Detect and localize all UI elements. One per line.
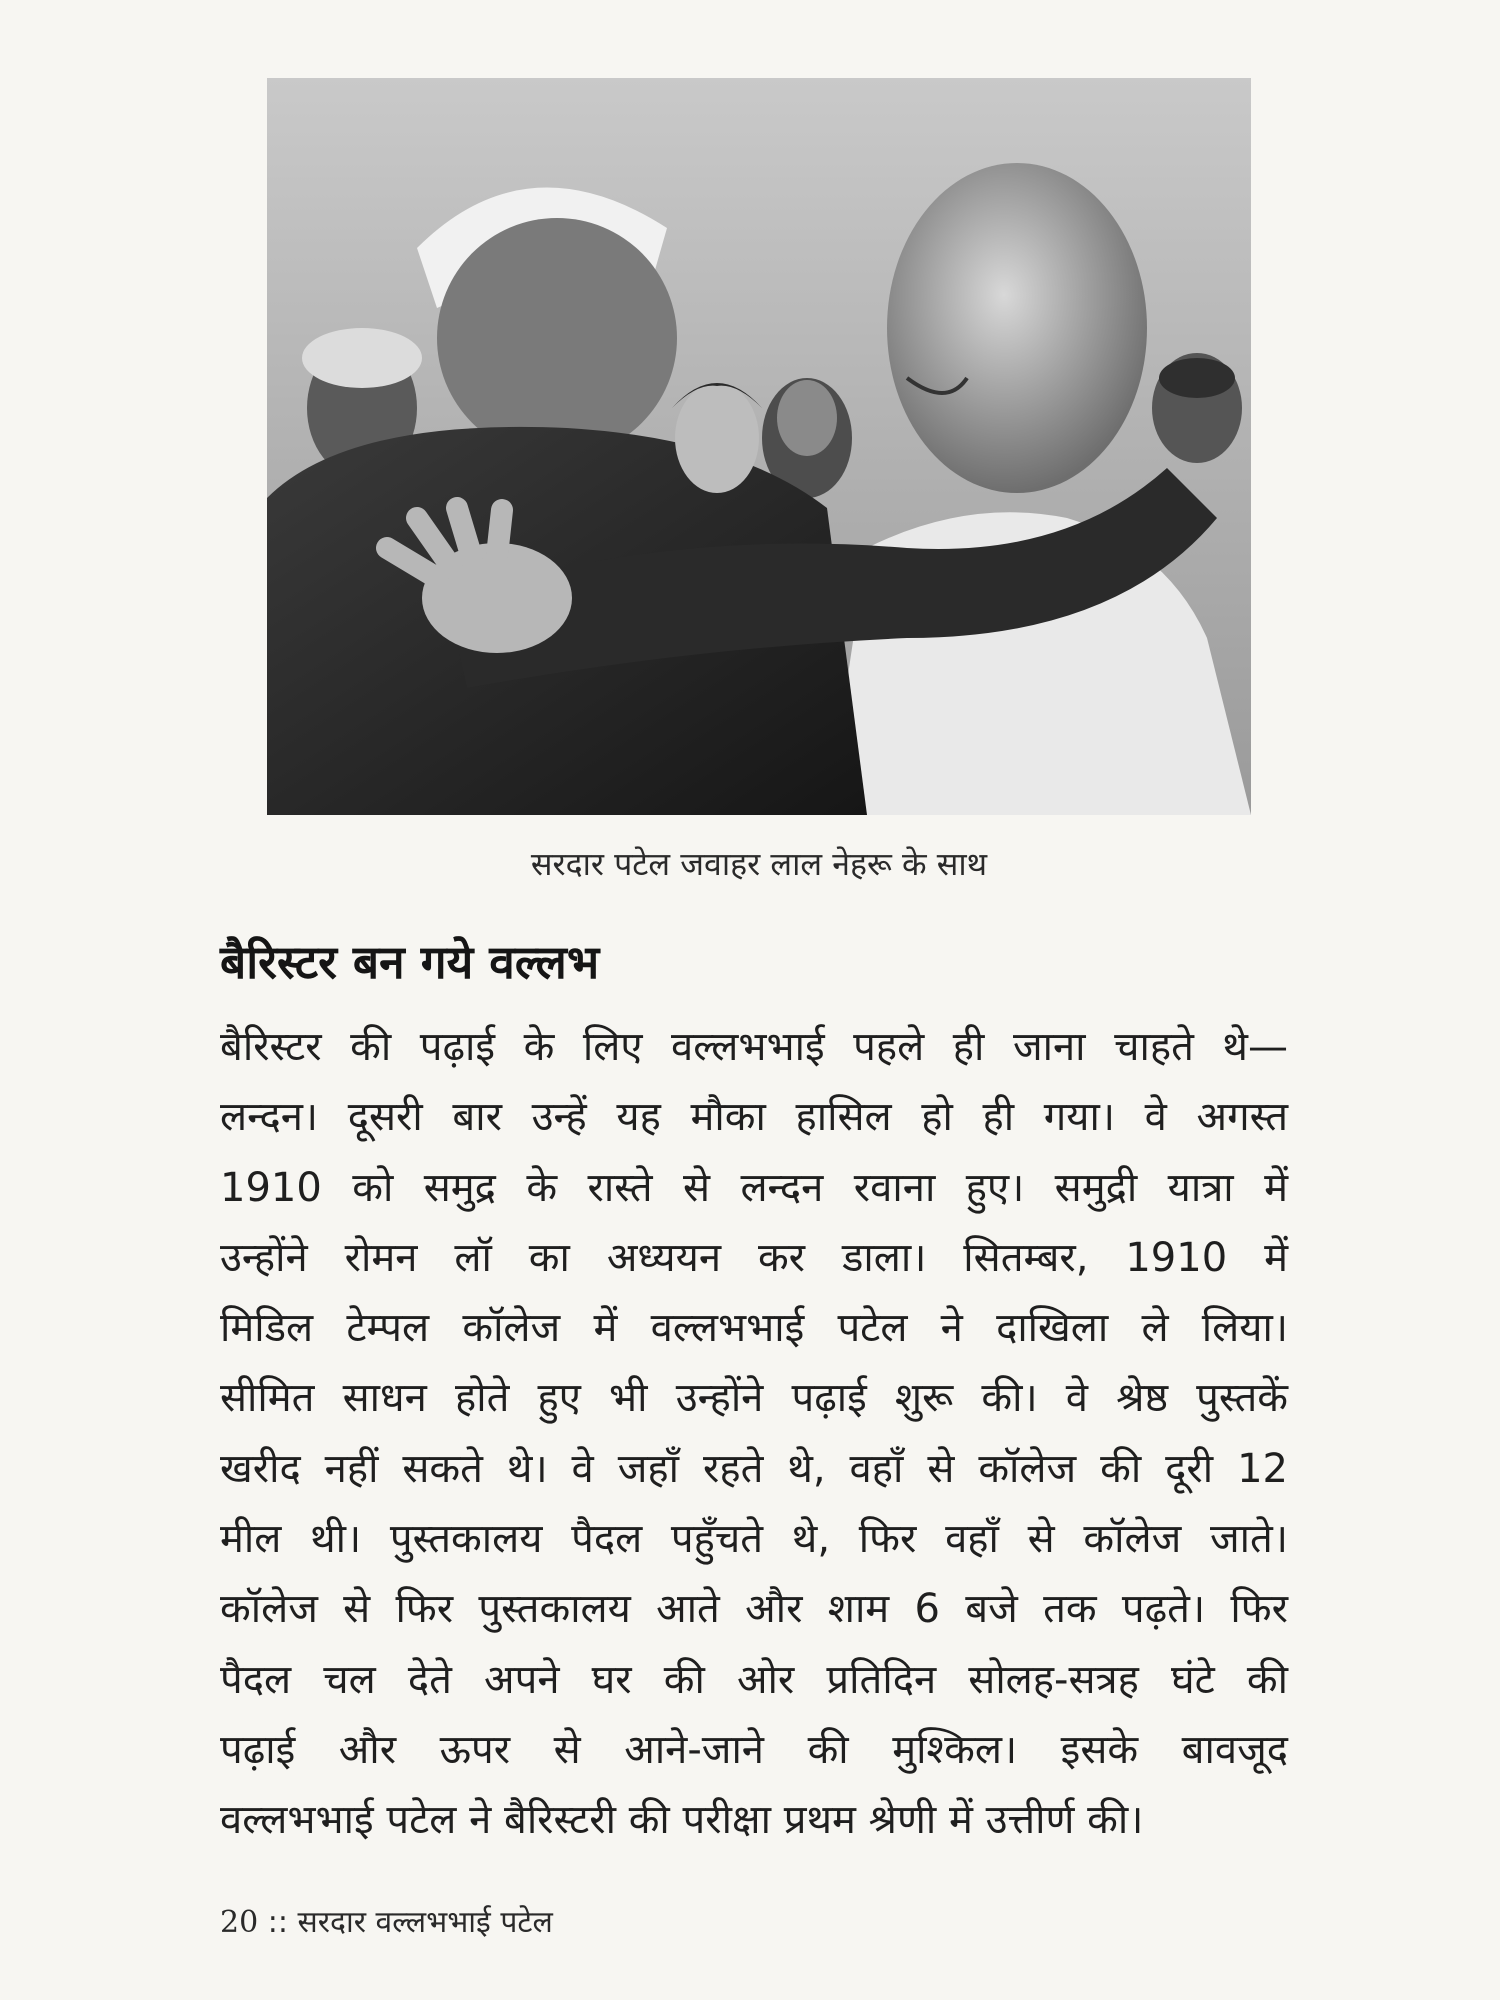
section-heading: बैरिस्टर बन गये वल्लभ xyxy=(220,935,600,989)
photograph xyxy=(267,78,1251,815)
book-title: सरदार वल्लभभाई पटेल xyxy=(297,1905,553,1940)
footer-separator: :: xyxy=(267,1905,288,1940)
paragraph-line: कॉलेज से फिर पुस्तकालय आते और शाम 6 बजे तक पढ़ते। फिर xyxy=(220,1586,1288,1633)
paragraph-line: वल्लभभाई पटेल ने बैरिस्टरी की परीक्षा प्रथम श्रेणी में उत्तीर्ण की। xyxy=(220,1797,1144,1844)
paragraph-line: पैदल चल देते अपने घर की ओर प्रतिदिन सोलह-सत्रह घंटे की xyxy=(220,1656,1288,1703)
paragraph-line: पढ़ाई और ऊपर से आने-जाने की मुश्किल। इसके बावजूद xyxy=(220,1726,1288,1773)
photo-illustration xyxy=(267,78,1251,815)
paragraph-line: मिडिल टेम्पल कॉलेज में वल्लभभाई पटेल ने दाखिला ले लिया। xyxy=(220,1305,1288,1352)
page-number: 20 xyxy=(220,1905,259,1940)
body-paragraph xyxy=(220,1012,1288,1856)
paragraph-line: मील थी। पुस्तकालय पैदल पहुँचते थे, फिर वहाँ से कॉलेज जाते। xyxy=(220,1516,1288,1563)
photo-caption: सरदार पटेल जवाहर लाल नेहरू के साथ xyxy=(530,845,988,883)
paragraph-line: खरीद नहीं सकते थे। वे जहाँ रहते थे, वहाँ से कॉलेज की दूरी 12 xyxy=(220,1445,1288,1492)
paragraph-line: सीमित साधन होते हुए भी उन्होंने पढ़ाई शुरू की। वे श्रेष्ठ पुस्तकें xyxy=(220,1375,1288,1422)
paragraph-line: 1910 को समुद्र के रास्ते से लन्दन रवाना हुए। समुद्री यात्रा में xyxy=(220,1164,1288,1211)
page-footer xyxy=(220,1900,553,1941)
paragraph-line: बैरिस्टर की पढ़ाई के लिए वल्लभभाई पहले ही जाना चाहते थे— xyxy=(220,1024,1288,1070)
paragraph-line: उन्होंने रोमन लॉ का अध्ययन कर डाला। सितम्बर, 1910 में xyxy=(220,1234,1288,1281)
paragraph-line: लन्दन। दूसरी बार उन्हें यह मौका हासिल हो ही गया। वे अगस्त xyxy=(220,1094,1288,1141)
